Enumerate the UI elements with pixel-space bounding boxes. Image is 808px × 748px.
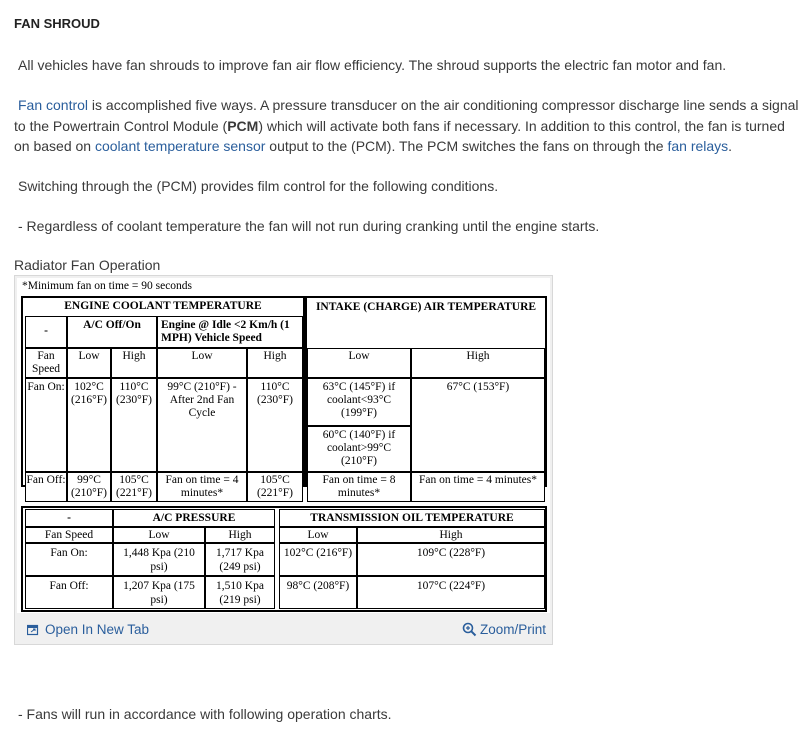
fan-speed2-label: Fan Speed bbox=[25, 527, 113, 543]
ac-low-header: Low bbox=[67, 348, 111, 378]
fan-on-ac-low: 102°C (216°F) bbox=[67, 378, 111, 472]
fan-off-ac-low: 99°C (210°F) bbox=[67, 472, 111, 502]
fan-off-idle-low: Fan on time = 4 minutes* bbox=[157, 472, 247, 502]
idle-header: Engine @ Idle <2 Km/h (1 MPH) Vehicle Speed bbox=[157, 316, 303, 348]
tot-high-header: High bbox=[357, 527, 545, 543]
zoom-print-link[interactable] bbox=[462, 622, 546, 637]
table-note: *Minimum fan on time = 90 seconds bbox=[22, 280, 193, 292]
fan-relays-link[interactable]: fan relays bbox=[667, 138, 729, 154]
fan-control-text-2: ) which will activate both fans if necessary. In addition to this control, the fan is turned on based on bbox=[14, 117, 785, 154]
open-in-new-tab-link[interactable] bbox=[27, 622, 149, 637]
trans-oil-header: TRANSMISSION OIL TEMPERATURE bbox=[279, 509, 545, 527]
fan-off-iat-high: Fan on time = 4 minutes* bbox=[411, 472, 545, 502]
section-heading: FAN SHROUD bbox=[14, 16, 100, 31]
ac-pressure-header: A/C PRESSURE bbox=[113, 509, 275, 527]
fan-on-iat-low-2: 60°C (140°F) if coolant>99°C (210°F) bbox=[307, 426, 411, 472]
fan-on-iat-high: 67°C (153°F) bbox=[411, 378, 545, 472]
fan-off-iat-low: Fan on time = 8 minutes* bbox=[307, 472, 411, 502]
tot-off-low: 98°C (208°F) bbox=[279, 576, 357, 609]
fan-on-iat-low-1: 63°C (145°F) if coolant<93°C (199°F) bbox=[307, 378, 411, 426]
cranking-text: - Regardless of coolant temperature the fan will not run during cranking until the engine starts. bbox=[18, 218, 600, 234]
switching-text: Switching through the (PCM) provides film control for the following conditions. bbox=[18, 178, 499, 194]
acp-on-high: 1,717 Kpa (249 psi) bbox=[205, 543, 275, 576]
fan-control-link[interactable]: Fan control bbox=[18, 97, 89, 113]
tot-off-high: 107°C (224°F) bbox=[357, 576, 545, 609]
iat-low-header: Low bbox=[307, 348, 411, 378]
ac-offon-header: A/C Off/On bbox=[67, 316, 157, 348]
pcm-bold-text: PCM bbox=[227, 117, 259, 134]
acp-low-header: Low bbox=[113, 527, 205, 543]
fan-on-label: Fan On: bbox=[25, 378, 67, 472]
fan-on-idle-low: 99°C (210°F) - After 2nd Fan Cycle bbox=[157, 378, 247, 472]
switching-paragraph bbox=[14, 176, 804, 197]
fan-on-ac-high: 110°C (230°F) bbox=[111, 378, 157, 472]
acp-on-low: 1,448 Kpa (210 psi) bbox=[113, 543, 205, 576]
intro-paragraph bbox=[14, 55, 804, 76]
open-in-new-tab-label: Open In New Tab bbox=[45, 622, 150, 637]
iat-header: INTAKE (CHARGE) AIR TEMPERATURE bbox=[315, 301, 537, 313]
idle-high-header: High bbox=[247, 348, 303, 378]
dash-cell: - bbox=[25, 316, 67, 348]
operation-charts-text: - Fans will run in accordance with following operation charts. bbox=[18, 706, 392, 722]
fan-control-text-3: output to the (PCM). The PCM switches the fans on through the bbox=[265, 138, 668, 154]
zoom-icon bbox=[462, 622, 477, 637]
figure-footer bbox=[15, 616, 552, 644]
fan-off2-label: Fan Off: bbox=[25, 576, 113, 609]
cranking-paragraph bbox=[14, 216, 804, 237]
idle-low-header: Low bbox=[157, 348, 247, 378]
fan-off-ac-high: 105°C (221°F) bbox=[111, 472, 157, 502]
fan-control-text-1: is accomplished five ways. A pressure transducer on the air conditioning compressor discharge line sends a signal to the Powertrain Control Module ( bbox=[14, 97, 799, 134]
coolant-temperature-sensor-link[interactable]: coolant temperature sensor bbox=[94, 138, 266, 154]
fan-off-idle-high: 105°C (221°F) bbox=[247, 472, 303, 502]
fan-on-idle-high: 110°C (230°F) bbox=[247, 378, 303, 472]
lower-dash-cell: - bbox=[25, 509, 113, 527]
acp-off-high: 1,510 Kpa (219 psi) bbox=[205, 576, 275, 609]
operation-charts-paragraph bbox=[14, 704, 804, 725]
zoom-print-label: Zoom/Print bbox=[479, 622, 546, 637]
fan-speed-label: Fan Speed bbox=[25, 348, 67, 378]
acp-high-header: High bbox=[205, 527, 275, 543]
ect-header: ENGINE COOLANT TEMPERATURE bbox=[23, 298, 303, 316]
ac-high-header: High bbox=[111, 348, 157, 378]
tot-on-low: 102°C (216°F) bbox=[279, 543, 357, 576]
figure-caption: Radiator Fan Operation bbox=[14, 257, 161, 273]
new-tab-icon bbox=[27, 624, 39, 636]
iat-high-header: High bbox=[411, 348, 545, 378]
fan-control-text-4: . bbox=[728, 138, 733, 154]
fan-on2-label: Fan On: bbox=[25, 543, 113, 576]
radiator-fan-operation-figure[interactable] bbox=[14, 275, 553, 645]
acp-off-low: 1,207 Kpa (175 psi) bbox=[113, 576, 205, 609]
fan-off-label: Fan Off: bbox=[25, 472, 67, 502]
tot-low-header: Low bbox=[279, 527, 357, 543]
fan-control-paragraph bbox=[14, 95, 804, 157]
intro-text: All vehicles have fan shrouds to improve fan air flow efficiency. The shroud supports the electric fan motor and fan. bbox=[18, 57, 727, 73]
tot-on-high: 109°C (228°F) bbox=[357, 543, 545, 576]
fan-operation-table-image bbox=[17, 278, 550, 613]
